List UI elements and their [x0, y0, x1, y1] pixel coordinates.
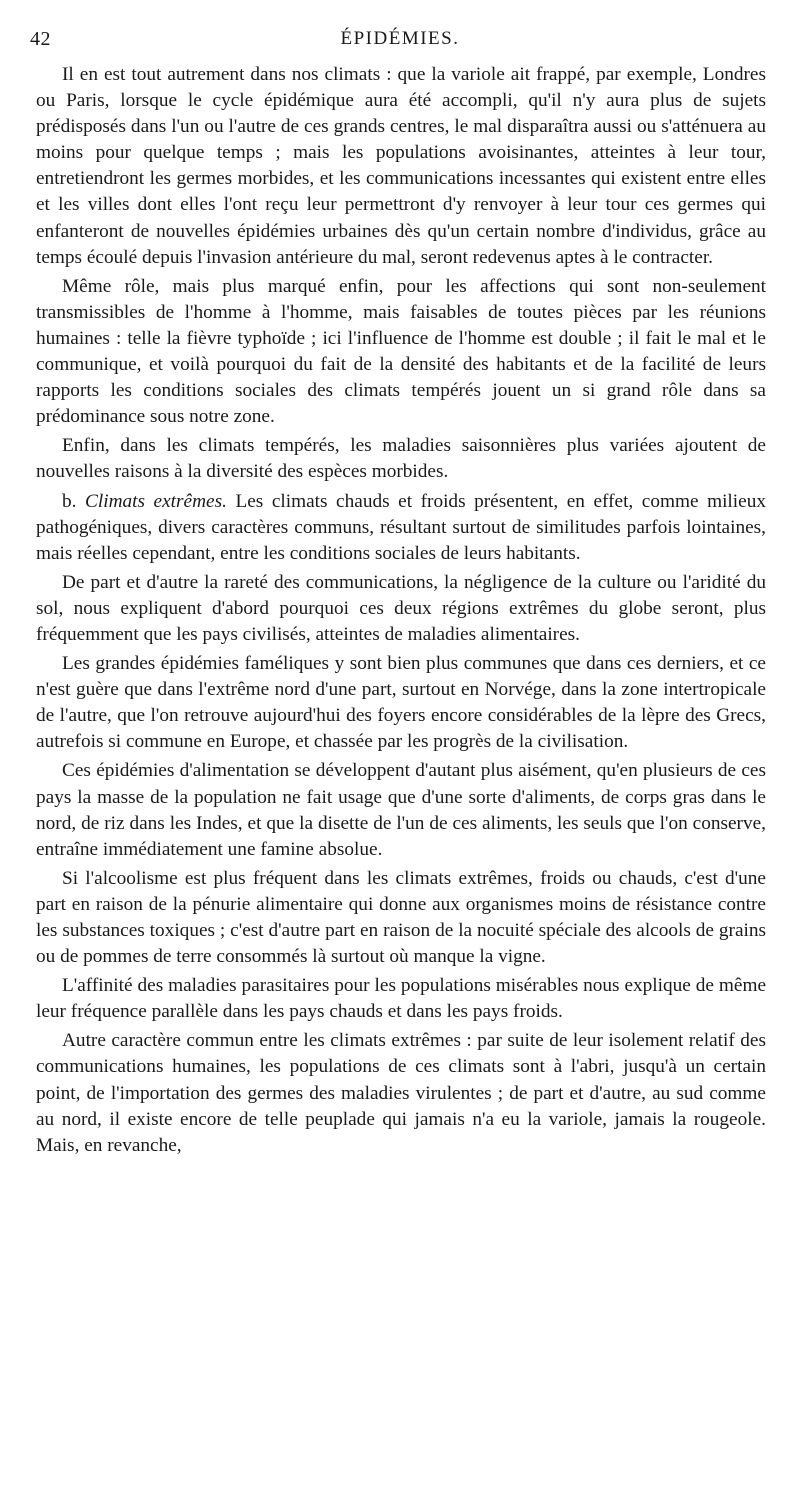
paragraph-6: Les grandes épidémies faméliques y sont bien plus communes que dans ces derniers, et ce n'est guère que dans l'extrême nord d'une part, surtout en Norvége, dans la zone intertropicale de l'autre, que l'on retrouve aujourd'hui des foyers encore considérables de la lèpre des Grecs, autrefois si commune en Europe, et chassée par les progrès de la civilisation.: [36, 653, 766, 753]
paragraph-4-text: Les climats chauds et froids présentent, en effet, comme milieux pathogéniques, divers caractères communs, résultant surtout de similitudes parfois lointaines, mais réelles cependant, entre les conditions sociales de leurs habitants.: [36, 490, 766, 564]
page-header: [30, 28, 770, 58]
paragraph-1: Il en est tout autrement dans nos climats : que la variole ait frappé, par exemple, Londres ou Paris, lorsque le cycle épidémique aura été accompli, qu'il n'y aura plus de sujets prédisposés dans l'un ou l'autre de ces grands centres, le mal disparaîtra aussi ou s'atténuera au moins pour quelque temps ; mais les populations avoisinantes, atteintes à leur tour, entretiendront les germes morbides, et les communications incessantes qui existent entre elles et les villes dont elles l'ont reçu leur permettront d'y renvoyer à leur tour ces germes qui enfanteront de nouvelles épidémies urbaines dès qu'un certain nombre d'individus, grâce au temps écoulé depuis l'invasion antérieure du mal, seront redevenus aptes à le contracter.: [36, 64, 766, 268]
paragraph-7: Ces épidémies d'alimentation se développent d'autant plus aisément, qu'en plusieurs de ces pays la masse de la population ne fait usage que d'une sorte d'aliments, de corps gras dans le nord, de riz dans les Indes, et que la disette de l'un de ces aliments, les seuls que l'on conserve, entraîne immédiatement une famine absolue.: [36, 760, 766, 860]
paragraph-8: Si l'alcoolisme est plus fréquent dans les climats extrêmes, froids ou chauds, c'est d'une part en raison de la pénurie alimentaire qui donne aux organismes moins de résistance contre les substances toxiques ; c'est d'autre part en raison de la nocuité spéciale des alcools de grains ou de pommes de terre consommés là surtout où manque la vigne.: [36, 867, 766, 968]
body-text: [36, 62, 766, 1162]
paragraph-3: Enfin, dans les climats tempérés, les maladies saisonnières plus variées ajoutent de nouvelles raisons à la diversité des espèces morbides.: [36, 435, 766, 483]
paragraph-2: Même rôle, mais plus marqué enfin, pour les affections qui sont non-seulement transmissibles de l'homme à l'homme, mais faisables de toutes pièces par les réunions humaines : telle la fièvre typhoïde ; ici l'influence de l'homme est double ; il fait le mal et le communique, et voilà pourquoi du fait de la densité des habitants et de la facilité de leurs rapports les conditions sociales des climats tempérés jouent un si grand rôle dans sa prédominance sous notre zone.: [36, 275, 766, 428]
paragraph-9: L'affinité des maladies parasitaires pour les populations misérables nous explique de même leur fréquence parallèle dans les pays chauds et dans les pays froids.: [36, 975, 766, 1023]
paragraph-10: Autre caractère commun entre les climats extrêmes : par suite de leur isolement relatif des communications humaines, les populations de ces climats sont à l'abri, jusqu'à un certain point, de l'importation des germes des maladies virulentes ; de part et d'autre, au sud comme au nord, il existe encore de telle peuplade qui jamais n'a eu la variole, jamais la rougeole. Mais, en revanche,: [36, 1030, 766, 1156]
page-number: 42: [30, 28, 51, 50]
paragraph-4: [36, 489, 766, 567]
running-title: ÉPIDÉMIES.: [340, 28, 460, 49]
section-marker: b.: [62, 490, 77, 512]
paragraph-5: De part et d'autre la rareté des communications, la négligence de la culture ou l'aridité du sol, nous expliquent d'abord pourquoi ces deux régions extrêmes du globe seront, plus fréquemment que les pays civilisés, atteintes de maladies alimentaires.: [36, 571, 766, 645]
section-title: Climats extrêmes.: [85, 490, 227, 512]
